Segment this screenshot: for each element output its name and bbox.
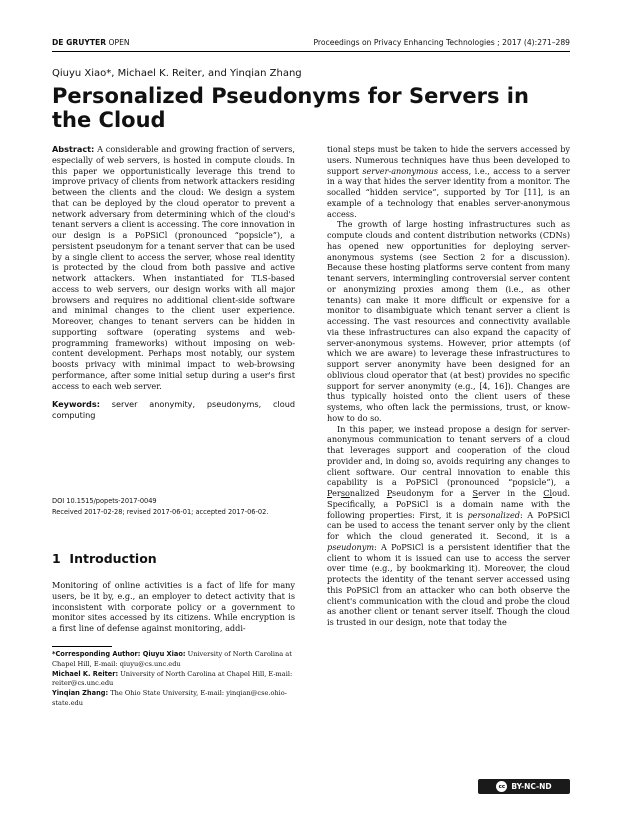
- acr-nalized: nalized: [349, 488, 387, 498]
- acr-so: so: [340, 488, 350, 498]
- right-p1-b: access, i.e., access to a server in a way that hides the server identity from a monitor. The socalled “hidden service”, supported by Tor [11], is an example of a technology that enables server-anonymous access.: [327, 165, 570, 219]
- received-dates: Received 2017-02-28; revised 2017-06-01; accepted 2017-06-02.: [52, 508, 269, 516]
- intro-paragraph: [52, 580, 295, 634]
- footnote-1: [52, 650, 295, 670]
- acr-erver: erver: [478, 488, 501, 498]
- footnote-1-name: *Corresponding Author: Qiuyu Xiao:: [52, 650, 186, 658]
- acr-ps: P: [386, 488, 393, 498]
- publisher-bold: DE GRUYTER: [52, 38, 107, 47]
- footnote-3-name: Yinqian Zhang:: [52, 689, 109, 698]
- right-column: [327, 144, 570, 628]
- running-header: [52, 38, 570, 52]
- right-p3-c: : A PoPSiCl can be used to access the tenant server only by the client for which the cloud generated it. Second, it is a: [327, 509, 571, 541]
- abstract-text: A considerable and growing fraction of servers, especially of web servers, is hosted in compute clouds. In this paper we opportunistically leverage this trend to improve privacy of clients from network attackers residing between the clients and the cloud: We design a system that can be deployed by the cloud operator to prevent a network adversary from determining which of the cloud's tenant servers a client is accessing. The core innovation in our design is a PoPSiCl (pronounced “popsicle”), a persistent pseudonym for a tenant server that can be used by a single client to access the server, whose real identity is protected by the cloud from both passive and active network attackers. When instantiated for TLS-based access to web servers, our design works with all major browsers and requires no additional client-side software and minimal changes to the client user experience. Moreover, changes to tenant servers can be hidden in supporting software (operating systems and web-programming frameworks) without imposing on web-content development. Perhaps most notably, our system boosts privacy with minimal impact to web-browsing performance, after some initial setup during a user's first access to each web server.: [52, 144, 295, 391]
- doi: DOI 10.1515/popets-2017-0049: [52, 497, 157, 505]
- author-footnotes: [52, 650, 295, 709]
- right-para-1: [327, 144, 570, 219]
- acr-oud: oud: [552, 488, 568, 498]
- left-column: [52, 144, 295, 421]
- header-rule: [52, 51, 570, 52]
- acr-se: S: [472, 488, 479, 498]
- acr-cl: Cl: [543, 488, 553, 498]
- right-p3-em1: personalized: [467, 509, 521, 520]
- acr-p: P: [327, 488, 333, 498]
- footnote-2: [52, 670, 295, 690]
- acr-er: er: [332, 488, 341, 498]
- keywords-label: Keywords:: [52, 399, 100, 410]
- right-p3-b: . Specifically, a PoPSiCl is a domain name with the following properties: First, it is: [327, 488, 570, 520]
- keywords-text: server anonymity, pseudonyms, cloud computing: [52, 399, 295, 420]
- right-p3-em2: pseudonym: [327, 541, 375, 552]
- paper-title: Personalized Pseudonyms for Servers in the Cloud: [52, 84, 529, 132]
- footnote-1-text: University of North Carolina at Chapel Hill, E-mail: qiuyu@cs.unc.edu: [52, 650, 292, 668]
- section-title: Introduction: [69, 551, 157, 566]
- publisher: [52, 38, 130, 47]
- right-p1-a: tional steps must be taken to hide the servers accessed by users. Numerous techniques have thus been developed to support: [327, 144, 570, 176]
- intro-text: Monitoring of online activities is a fact of life for many users, be it by, e.g., an employer to detect activity that is inconsistent with corporate policy or a government to monitor sites accessed by its citizens. While encryption is a first line of defense against monitoring, addi-: [52, 580, 295, 633]
- license-badge[interactable]: [478, 779, 570, 794]
- section-number: 1: [52, 551, 61, 566]
- footnote-rule: [52, 646, 112, 647]
- acr-seudonym: seudonym for a: [392, 488, 473, 498]
- footnote-2-name: Michael K. Reiter:: [52, 669, 119, 678]
- abstract-label: Abstract:: [52, 144, 95, 154]
- section-heading-introduction: [52, 551, 157, 566]
- footnote-3: [52, 689, 295, 709]
- abstract: [52, 144, 295, 391]
- keywords: [52, 399, 295, 421]
- publisher-rest: OPEN: [108, 38, 130, 47]
- right-para-2: The growth of large hosting infrastructures such as compute clouds and content distribution networks (CDNs) has opened new opportunities for deploying server-anonymous systems (see Section 2 for a discussion). Because these hosting platforms serve content from many tenant servers, intermingling controversial server content or anonymizing proxies among them (i.e., as other tenants) can make it more difficult or expensive for a monitor to disambiguate which tenant server a client is accessing. The vast resources and connectivity available via these infrastructures can also expand the capacity of server-anonymous systems. However, prior attempts (of which we are aware) to leverage these infrastructures to support server anonymity have been designed for an oblivious cloud operator that (at best) provides no specific support for server anonymity (e.g., [4, 16]). Changes are thus typically hoisted onto the client users of these systems, who often lack the permissions, trust, or know-how to do so.: [327, 219, 570, 423]
- footnote-3-text: The Ohio State University, E-mail: yinqian@cse.ohio-state.edu: [52, 689, 287, 707]
- journal-citation: Proceedings on Privacy Enhancing Technologies ; 2017 (4):271–289: [313, 38, 570, 47]
- license-text: BY-NC-ND: [511, 782, 552, 791]
- right-p1-em: server-anonymous: [362, 165, 439, 176]
- footnote-2-text: University of North Carolina at Chapel Hill, E-mail: reiter@cs.unc.edu: [52, 669, 293, 688]
- right-para-3: [327, 424, 570, 628]
- right-p3-a: In this paper, we instead propose a design for server-anonymous communication to tenant servers of a cloud that leverages support and cooperation of the cloud provider and, in doing so, avoids requiring any changes to client software. Our central innovation to enable this capability is a PoPSiCl (pronounced “popsicle”), a: [327, 423, 570, 488]
- author-list: Qiuyu Xiao*, Michael K. Reiter, and Yinqian Zhang: [52, 68, 302, 79]
- creative-commons-icon: cc: [496, 781, 507, 792]
- right-p3-d: : A PoPSiCl is a persistent identifier that the client to whom it is issued can use to access the server over time (e.g., by bookmarking it). Moreover, the cloud protects the identity of the tenant server accessed using this PoPSiCl from an attacker who can both observe the client's communication with the cloud and probe the cloud as another client or tenant server itself. Though the cloud is trusted in our design, note that today the: [327, 541, 570, 627]
- acr-in: in the: [500, 488, 544, 498]
